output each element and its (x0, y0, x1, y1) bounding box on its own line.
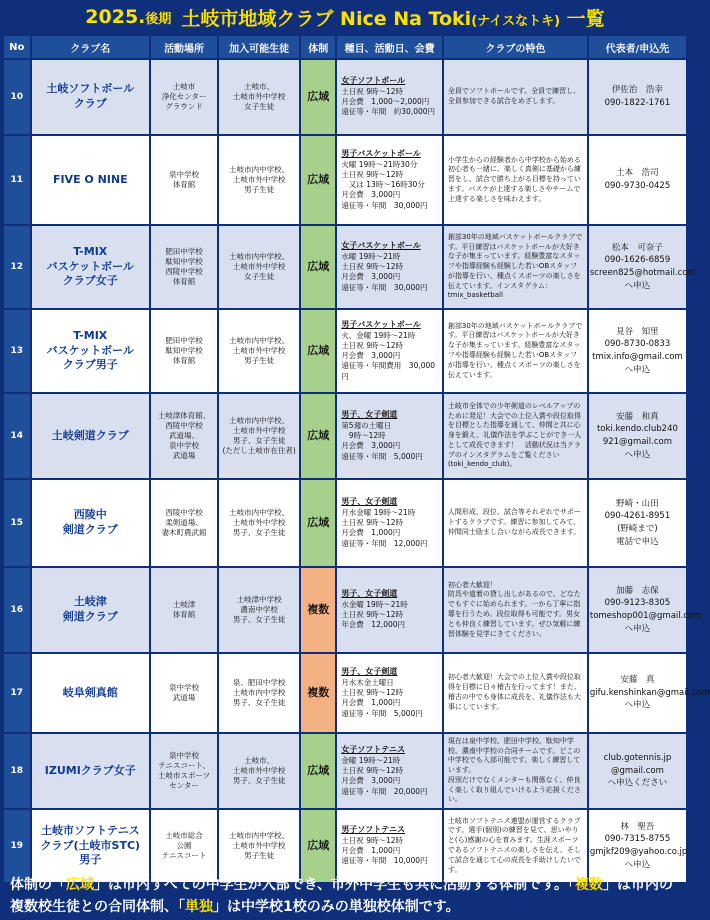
representative-contact: 野崎・山田 090-4261-8951 (野崎まで) 電話で申込 (589, 480, 686, 566)
club-name: FIVE O NINE (32, 136, 149, 224)
activity-place: 泉中学校 テニスコート、 土岐市スポーツ センター (151, 734, 217, 808)
row-number: 13 (4, 310, 30, 392)
sport-title: 男子、女子剣道 (341, 497, 398, 507)
col-place: 活動場所 (151, 36, 217, 58)
club-name: 土岐津 剣道クラブ (32, 568, 149, 652)
club-feature: 人間形成、段位、試合等それぞれでサポートするクラブです。練習に参加してみて、仲間同士励まし合いながら成長できます。 (444, 480, 587, 566)
club-feature: 土岐市ソフトテニス連盟が運営するクラブです。選手(個別)の練習を見て、思いやりと(ら)感謝の心を育みます。生涯スポーツであるソフトテニスの楽しさを伝え、そして試合を通じて心の成長を手助けしたいです。 (444, 810, 587, 882)
club-feature: 土岐市全体での少年剣道のレベルアップのために発足！大会での上位入賞や段位取得を目標とした指導を通して、仲間と共に心身を鍛え、礼儀作法を学ぶことができ一人として成長できます！ 活動状況は当クラブのインスタグラムをご覧ください(toki_kendo_club)。 (444, 394, 587, 478)
schedule-details: 土日祝 9時〜12時 月会費 1,000円 遠征等・年間 10,000円 (341, 836, 428, 866)
sport-title: 男子、女子剣道 (341, 667, 398, 677)
schedule-cell (337, 394, 442, 478)
eligible-students: 土岐津中学校 濃南中学校 男子、女子生徒 (219, 568, 299, 652)
activity-place: 泉中学校 体育館 (151, 136, 217, 224)
activity-place: 西陵中学校 柔剣道場、 妻木町農武館 (151, 480, 217, 566)
club-feature: 初心者大歓迎！大会での上位入賞や段位取得を目標に日々稽古を行ってます！また、稽古の中でも身体に成長を、礼儀作法も大事にしています。 (444, 654, 587, 732)
row-number: 11 (4, 136, 30, 224)
club-name: IZUMIクラブ女子 (32, 734, 149, 808)
eligible-students: 泉、肥田中学校 土岐市内中学校 男子、女子生徒 (219, 654, 299, 732)
eligible-students: 土岐市内中学校、 土岐市外中学校 男子、女子生徒 (ただし土岐市在住者) (219, 394, 299, 478)
col-representative: 代表者/申込先 (589, 36, 686, 58)
sport-title: 男子バスケットボール (341, 149, 421, 159)
table-row (4, 60, 686, 134)
row-number: 16 (4, 568, 30, 652)
sport-title: 女子ソフトテニス (341, 745, 405, 755)
schedule-details: 水金曜 19時〜21時 土日祝 9時〜12時 年会費 12,000円 (341, 600, 408, 630)
representative-contact: 加藤 志保 090-9123-8305 tomeshop001@gmail.comへ申込 (589, 568, 686, 652)
eligible-students: 土岐市内中学校、 土岐市外中学校 男子生徒 (219, 810, 299, 882)
page-title (0, 0, 690, 34)
table-row (4, 136, 686, 224)
schedule-details: 土日祝 9時〜12時 月会費 1,000〜2,000円 遠征等・年間 約30,000円 (341, 87, 436, 117)
title-year-term: 2025.後期 (85, 6, 172, 28)
schedule-details: 火、金曜 19時〜21時 土日祝 9時〜12時 月会費 3,000円 遠征等・年間費用 30,000円 (341, 331, 436, 381)
activity-place: 土岐市総合 公園 テニスコート (151, 810, 217, 882)
schedule-cell (337, 136, 442, 224)
representative-contact: 伊佐治 浩幸 090-1822-1761 (589, 60, 686, 134)
system-badge: 広域 (301, 226, 335, 308)
club-name: 土岐剣道クラブ (32, 394, 149, 478)
schedule-cell (337, 568, 442, 652)
activity-place: 土岐津 体育館 (151, 568, 217, 652)
col-club-name: クラブ名 (32, 36, 149, 58)
representative-contact: 松本 可奈子 090-1626-6859 screen825@hotmail.comへ申込 (589, 226, 686, 308)
eligible-students: 土岐市内中学校、 土岐市外中学校 男子生徒 (219, 310, 299, 392)
eligible-students: 土岐市内中学校、 土岐市外中学校 男子、女子生徒 (219, 480, 299, 566)
club-name: T-MIX バスケットボール クラブ男子 (32, 310, 149, 392)
representative-contact: 安藤 真 gifu.kenshinkan@gmail.comへ申込 (589, 654, 686, 732)
club-feature: 初心者大歓迎！ 防具や道着の貸し出しがあるので、どなたでもすぐに始められます。一から丁寧に指導を行うため、段位取得も可能です。男女とも仲良く練習しています。ぜひ気軽に練習体験を見学にきてください。 (444, 568, 587, 652)
schedule-cell (337, 226, 442, 308)
sport-title: 男子、女子剣道 (341, 410, 398, 420)
system-badge: 広域 (301, 310, 335, 392)
system-badge: 広域 (301, 734, 335, 808)
club-name: 西陵中 剣道クラブ (32, 480, 149, 566)
sport-title: 男子ソフトテニス (341, 825, 405, 835)
col-system: 体制 (301, 36, 335, 58)
club-feature: 創部30年の地域バスケットボールクラブです。平日練習はバスケットボールが大好きな子が集まっています。経験豊富なスタッフや指導経験も経験した若いOBスタッフが指導を行い、種点くスポーツの楽しさを伝えています。 (444, 310, 587, 392)
club-table (2, 34, 710, 884)
system-badge: 広域 (301, 136, 335, 224)
eligible-students: 土岐市内中学校、 土岐市外中学校 女子生徒 (219, 226, 299, 308)
sport-title: 男子、女子剣道 (341, 589, 398, 599)
row-number: 12 (4, 226, 30, 308)
schedule-details: 金曜 19時〜21時 土日祝 9時〜12時 月会費 3,000円 遠征等・年間 20,000円 (341, 756, 428, 796)
club-name: 土岐市ソフトテニス クラブ(土岐市STC) 男子 (32, 810, 149, 882)
club-feature: 現在は泉中学校、肥田中学校、駄知中学校、濃南中学校の合同チームです。どこの中学校でも入部可能です。楽しく練習しています。 段別だけでなくメンターも関係なく、仲良く楽しく取り組んでいけるよう応援ください。 (444, 734, 587, 808)
row-number: 14 (4, 394, 30, 478)
footer-multi-keyword: 複数 (575, 877, 604, 893)
footer-note: 体制の「広域」は市内すべての中学生が入部でき、市外中学生も共に活動する体制です。「複数」は市内の複数校生徒との合同体制、「単独」は中学校1校のみの単独校体制です。 (10, 877, 674, 915)
activity-place: 土岐津体育館、 西陵中学校 武道場、 泉中学校 武道場 (151, 394, 217, 478)
table-row (4, 654, 686, 732)
title-main: 土岐市地域クラブ Nice Na Toki(ナイスなトキ) 一覧 (181, 7, 605, 30)
sport-title: 男子バスケットボール (341, 320, 421, 330)
eligible-students: 土岐市、 土岐市外中学校 男子、女子生徒 (219, 734, 299, 808)
club-name: 土岐ソフトボール クラブ (32, 60, 149, 134)
schedule-cell (337, 480, 442, 566)
row-number: 15 (4, 480, 30, 566)
representative-contact: 土本 浩司 090-9730-0425 (589, 136, 686, 224)
club-feature: 創部30年の地域バスケットボールクラブです。平日練習はバスケットボールが大好きな子が集まっています。経験豊富なスタッフや指導経験も経験した若いOBスタッフが指導を行い、種点くスポーツの楽しさを伝えています。インスタグラム：tmix_basketball (444, 226, 587, 308)
system-badge: 広域 (301, 810, 335, 882)
table-row (4, 394, 686, 478)
table-row (4, 226, 686, 308)
col-no: No (4, 36, 30, 58)
eligible-students: 土岐市内中学校、 土岐市外中学校 男子生徒 (219, 136, 299, 224)
footer-single-keyword: 単独 (185, 899, 213, 915)
table-row (4, 734, 686, 808)
schedule-cell (337, 60, 442, 134)
system-badge: 広域 (301, 60, 335, 134)
schedule-details: 第5週の土曜日 9時〜12時 月会費 3,000円 遠征等・年間 5,000円 (341, 421, 423, 461)
table-row (4, 568, 686, 652)
row-number: 18 (4, 734, 30, 808)
sport-title: 女子ソフトボール (341, 76, 406, 86)
schedule-details: 月水金曜 19時〜21時 土日祝 9時〜12時 月会費 1,000円 遠征等・年間 12,000円 (341, 508, 428, 548)
club-name: 岐阜剣真館 (32, 654, 149, 732)
table-header-row (4, 36, 686, 58)
schedule-cell (337, 734, 442, 808)
schedule-cell (337, 654, 442, 732)
footer-wide-keyword: 広域 (66, 877, 94, 893)
activity-place: 泉中学校 武道場 (151, 654, 217, 732)
table-row (4, 480, 686, 566)
row-number: 10 (4, 60, 30, 134)
club-feature: 全員でソフトボールです。全員で練習し、全員参加できる試合をめざします。 (444, 60, 587, 134)
col-eligible: 加入可能生徒 (219, 36, 299, 58)
representative-contact: 林 聖吾 090-7315-8755 gmjkf209@yahoo.co.jp へ申込 (589, 810, 686, 882)
activity-place: 肥田中学校 駄知中学校 体育館 (151, 310, 217, 392)
sport-title: 女子バスケットボール (341, 241, 421, 251)
row-number: 17 (4, 654, 30, 732)
row-number: 19 (4, 810, 30, 882)
eligible-students: 土岐市、 土岐市外中学校 女子生徒 (219, 60, 299, 134)
club-name: T-MIX バスケットボール クラブ女子 (32, 226, 149, 308)
schedule-cell (337, 310, 442, 392)
system-badge: 広域 (301, 394, 335, 478)
schedule-details: 火曜 19時〜21時30分 土日祝 9時〜12時 又は 13時〜16時30分 月会費 3,000円 遠征等・年間 30,000円 (341, 160, 428, 210)
system-badge: 複数 (301, 654, 335, 732)
table-row (4, 310, 686, 392)
col-feature: クラブの特色 (444, 36, 587, 58)
col-schedule: 種目、活動日、会費 (337, 36, 442, 58)
club-feature: 小学生からの経験者から中学校から始める初心者も一緒に、楽しく真剣に基礎から練習をし、試合で勝ち上がる目標を持っています。バスケが上達する楽しさやチームで上達する楽しさを味わえます。 (444, 136, 587, 224)
system-badge: 広域 (301, 480, 335, 566)
representative-contact: club.gotennis.jp @gmail.com へ申込ください (589, 734, 686, 808)
representative-contact: 見谷 知里 090-8730-0833 tmix.info@gmail.com へ申込 (589, 310, 686, 392)
activity-place: 肥田中学校 駄知中学校 西陵中学校 体育館 (151, 226, 217, 308)
representative-contact: 安藤 和真 toki.kendo.club240 921@gmail.com へ申込 (589, 394, 686, 478)
schedule-details: 月水木金土曜日 土日祝 9時〜12時 月会費 1,000円 遠征等・年間 5,000円 (341, 678, 423, 718)
activity-place: 土岐市 浄化センター グラウンド (151, 60, 217, 134)
system-badge: 複数 (301, 568, 335, 652)
schedule-details: 水曜 19時〜21時 土日祝 9時〜12時 月会費 3,000円 遠征等・年間 30,000円 (341, 252, 428, 292)
